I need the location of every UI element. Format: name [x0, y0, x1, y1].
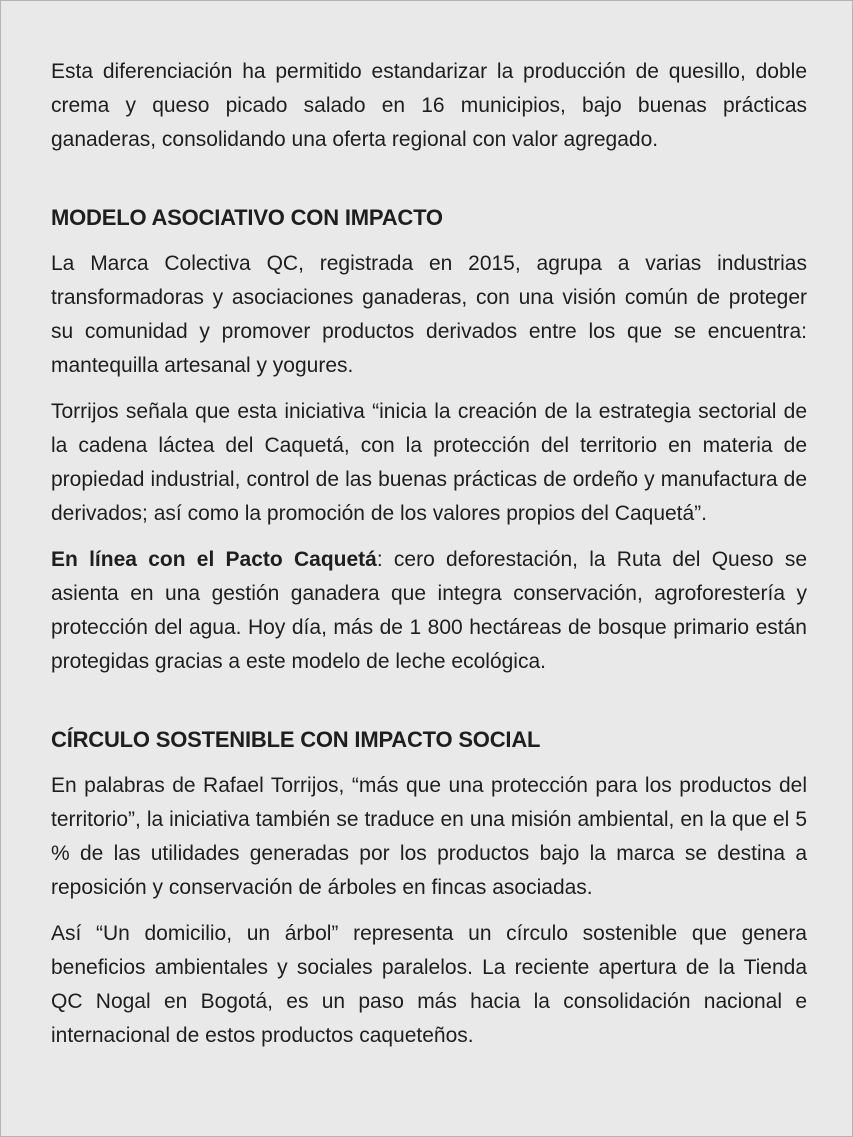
paragraph-torrijos-quote: Torrijos señala que esta iniciativa “inicia la creación de la estrategia sectorial de la cadena láctea del Caquetá, con la protección del territorio en materia de propiedad industrial, control de las buenas prácticas de ordeño y manufactura de derivados; así como la promoción de los valores propios del Caquetá”. — [51, 400, 807, 525]
heading-modelo-asociativo: MODELO ASOCIATIVO CON IMPACTO — [51, 205, 443, 230]
paragraph-pacto-caqueta — [51, 543, 807, 679]
pacto-caqueta-lead: En línea con el Pacto Caquetá — [51, 548, 377, 571]
paragraph-domicilio-arbol: Así “Un domicilio, un árbol” representa un círculo sostenible que genera beneficios ambientales y sociales paralelos. La reciente apertura de la Tienda QC Nogal en Bogotá, es un paso más hacia la consolidación nacional e internacional de estos productos caqueteños. — [51, 922, 807, 1047]
paragraph-mision-ambiental: En palabras de Rafael Torrijos, “más que una protección para los productos del territorio”, la iniciativa también se traduce en una misión ambiental, en la que el 5 % de las utilidades generadas por los productos bajo la marca se destina a reposición y conservación de árboles en fincas asociadas. — [51, 774, 807, 899]
paragraph-production: Esta diferenciación ha permitido estandarizar la producción de quesillo, doble crema y queso picado salado en 16 municipios, bajo buenas prácticas ganaderas, consolidando una oferta regional con valor agregado. — [51, 60, 807, 151]
pacto-caqueta-text: : cero deforestación, la Ruta del Queso se asienta en una gestión ganadera que integra conservación, agroforestería y protección del agua. Hoy día, más de 1 800 hectáreas de bosque primario están protegidas gracias a este modelo de leche ecológica. — [51, 548, 807, 673]
paragraph-marca-colectiva: La Marca Colectiva QC, registrada en 2015, agrupa a varias industrias transformadoras y asociaciones ganaderas, con una visión común de proteger su comunidad y promover productos derivados entre los que se encuentra: mantequilla artesanal y yogures. — [51, 252, 807, 377]
heading-circulo-sostenible: CÍRCULO SOSTENIBLE CON IMPACTO SOCIAL — [51, 727, 541, 752]
article-body — [51, 55, 807, 1065]
